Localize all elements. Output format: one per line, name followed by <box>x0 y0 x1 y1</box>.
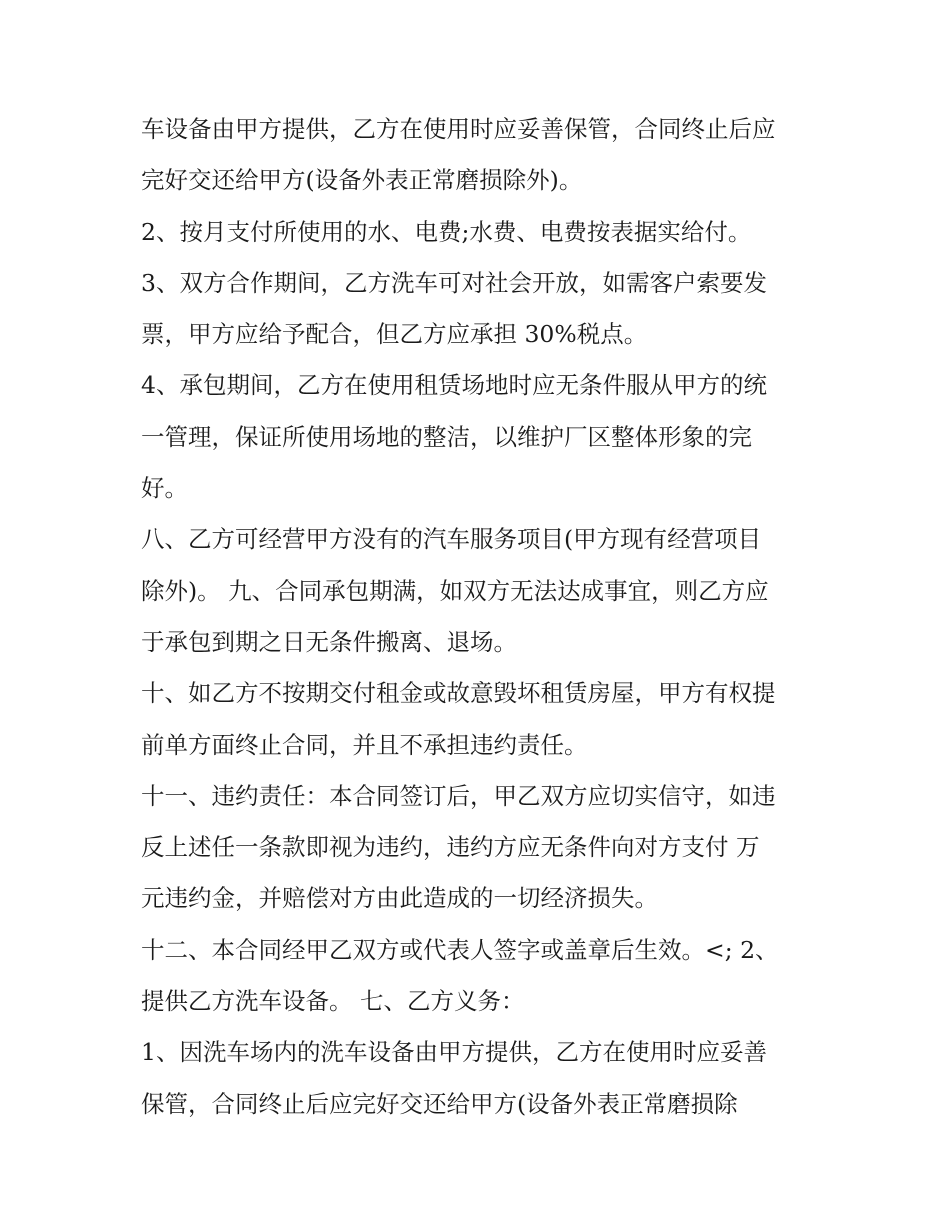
text-line: 八、乙方可经营甲方没有的汽车服务项目(甲方现有经营项目 <box>141 525 762 554</box>
text-line: 4、承包期间，乙方在使用租赁场地时应无条件服从甲方的统 <box>141 371 767 400</box>
text-line: 提供乙方洗车设备。 七、乙方义务： <box>141 987 525 1016</box>
text-line: 1、因洗车场内的洗车设备由甲方提供，乙方在使用时应妥善 <box>141 1038 767 1067</box>
text-line: 十一、违约责任：本合同签订后，甲乙双方应切实信守，如违 <box>141 781 776 810</box>
text-line: 2、按月支付所使用的水、电费;水费、电费按表据实给付。 <box>141 217 752 246</box>
text-line: 一管理，保证所使用场地的整洁，以维护厂区整体形象的完 <box>141 422 752 451</box>
text-line: 元违约金，并赔偿对方由此造成的一切经济损失。 <box>141 884 658 913</box>
text-line: 十、如乙方不按期交付租金或故意毁坏租赁房屋，甲方有权提 <box>141 679 776 708</box>
text-line: 票，甲方应给予配合，但乙方应承担 30%税点。 <box>141 320 648 349</box>
text-line: 保管，合同终止后应完好交还给甲方(设备外表正常磨损除 <box>141 1089 738 1118</box>
contract-text-body <box>141 104 831 1130</box>
text-line: 除外)。 九、合同承包期满，如双方无法达成事宜，则乙方应 <box>141 576 769 605</box>
text-line: 车设备由甲方提供，乙方在使用时应妥善保管，合同终止后应 <box>141 115 776 143</box>
text-line: 于承包到期之日无条件搬离、退场。 <box>141 627 517 656</box>
text-line: 前单方面终止合同，并且不承担违约责任。 <box>141 730 588 759</box>
text-line: 完好交还给甲方(设备外表正常磨损除外)。 <box>141 166 583 195</box>
text-line: 十二、本合同经甲乙双方或代表人签字或盖章后生效。<; 2、 <box>141 935 779 964</box>
text-line: 好。 <box>141 474 188 503</box>
text-line: 反上述任一条款即视为违约，违约方应无条件向对方支付 万 <box>141 833 760 862</box>
text-line: 3、双方合作期间，乙方洗车可对社会开放，如需客户索要发 <box>141 268 767 297</box>
